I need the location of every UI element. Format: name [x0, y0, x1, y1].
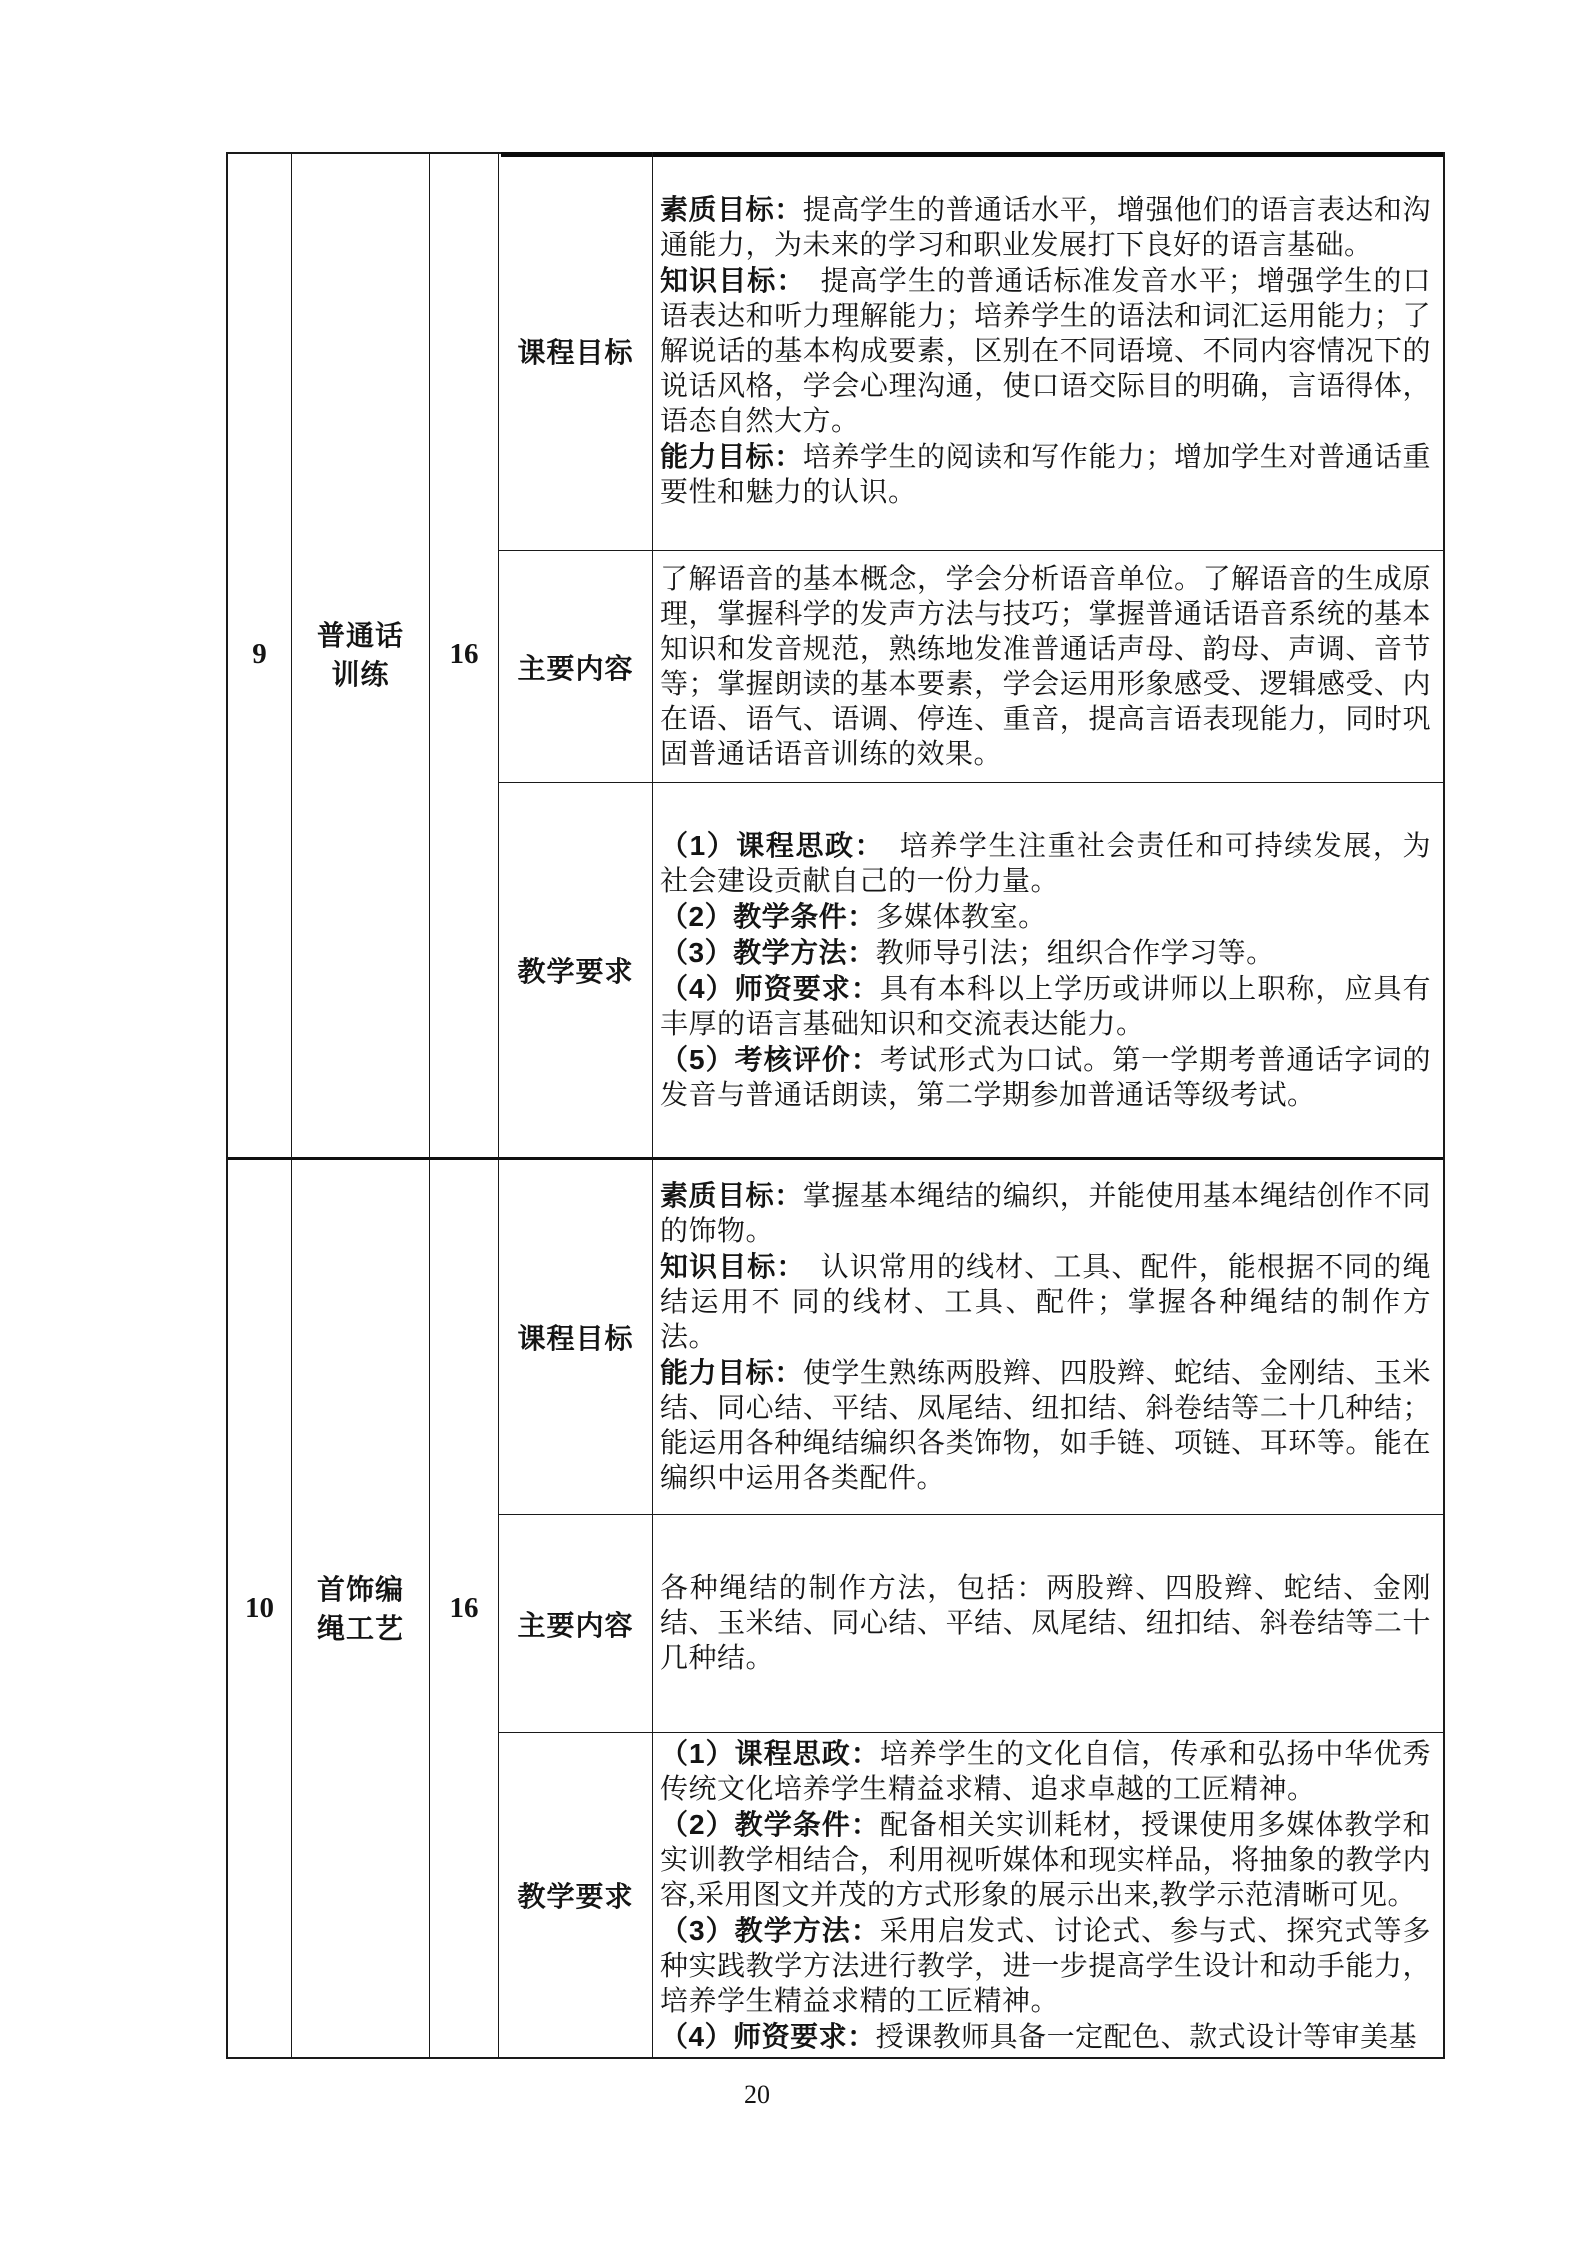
course-hours: 16 [430, 1160, 499, 2057]
content-paragraph: 各种绳结的制作方法，包括：两股辫、四股辫、蛇结、金刚结、玉米结、同心结、平结、凤尾结、纽扣结、斜卷结等二十几种结。 [660, 1573, 1431, 1674]
content-paragraph: （4）师资要求：具有本科以上学历或讲师以上职称，应具有丰厚的语言基础知识和交流表达能力。 [660, 972, 1431, 1040]
course-table-grid [228, 152, 1443, 2057]
section-label-3: 教学要求 [499, 1733, 653, 2057]
section-label-2: 主要内容 [499, 551, 653, 783]
course-name-line: 普通话 [316, 619, 404, 651]
section-content-3 [653, 783, 1443, 1160]
paragraph-heading: （2）教学条件： [660, 900, 876, 932]
course-no: 9 [228, 152, 292, 1160]
paragraph-heading: （3）教学方法： [660, 1914, 880, 1946]
section-label-1: 课程目标 [499, 152, 653, 551]
content-paragraph: 了解语音的基本概念，学会分析语音单位。了解语音的生成原理，掌握科学的发声方法与技巧；掌握普通话语音系统的基本知识和发音规范，熟练地发准普通话声母、韵母、声调、音节等；掌握朗读的基本要素，学会运用形象感受、逻辑感受、内在语、语气、语调、停连、重音，提高言语表现能力，同时巩固普通话语音训练的效果。 [660, 563, 1431, 770]
paragraph-heading: （5）考核评价： [660, 1043, 880, 1075]
content-paragraph: （3）教学方法：采用启发式、讨论式、参与式、探究式等多种实践教学方法进行教学，进一步提高学生设计和动手能力，培养学生精益求精的工匠精神。 [660, 1914, 1431, 2017]
paragraph-heading: （2）教学条件： [660, 1808, 880, 1840]
course-no: 10 [228, 1160, 292, 2057]
paragraph-heading: 素质目标： [660, 1180, 803, 1211]
paragraph-heading: （4）师资要求： [660, 972, 880, 1004]
course-name [292, 1160, 430, 2057]
paragraph-heading: （1）课程思政： [660, 1737, 880, 1769]
course-table [226, 152, 1445, 2059]
course-name-text [317, 616, 404, 694]
content-paragraph: （4）师资要求：授课教师具备一定配色、款式设计等审美基 [660, 2020, 1418, 2053]
content-paragraph: （1）课程思政： 培养学生注重社会责任和可持续发展，为社会建设贡献自己的一份力量。 [660, 829, 1431, 897]
paragraph-heading: （4）师资要求： [660, 2020, 876, 2052]
course-name-text [317, 1570, 404, 1648]
content-paragraph: （2）教学条件：配备相关实训耗材，授课使用多媒体教学和实训教学相结合，利用视听媒体和现实样品，将抽象的教学内容,采用图文并茂的方式形象的展示出来,教学示范清晰可见。 [660, 1808, 1431, 1911]
section-content-2 [653, 551, 1443, 783]
page-number: 20 [744, 2080, 770, 2109]
content-paragraph: 知识目标： 认识常用的线材、工具、配件，能根据不同的绳结运用不 同的线材、工具、配件；掌握各种绳结的制作方法。 [660, 1251, 1431, 1353]
section-label-3: 教学要求 [499, 783, 653, 1160]
paragraph-heading: 知识目标： [660, 1251, 792, 1282]
section-label-1: 课程目标 [499, 1160, 653, 1515]
content-paragraph: 能力目标：使学生熟练两股辫、四股辫、蛇结、金刚结、玉米结、同心结、平结、凤尾结、纽扣结、斜卷结等二十几种结；能运用各种绳结编织各类饰物，如手链、项链、耳环等。能在编织中运用各类配件。 [660, 1357, 1431, 1494]
paragraph-heading: 素质目标： [660, 194, 803, 225]
content-paragraph: 素质目标：掌握基本绳结的编织，并能使用基本绳结创作不同的饰物。 [660, 1180, 1431, 1247]
course-name-line: 训练 [331, 658, 390, 690]
course-name-line: 绳工艺 [316, 1612, 404, 1644]
content-paragraph: 能力目标：培养学生的阅读和写作能力；增加学生对普通话重要性和魅力的认识。 [660, 441, 1431, 508]
paragraph-heading: 能力目标： [660, 1357, 803, 1388]
paragraph-heading: （1）课程思政： [660, 829, 871, 861]
paragraph-heading: 知识目标： [660, 265, 792, 296]
course-name-line: 首饰编 [316, 1573, 404, 1605]
paragraph-heading: 能力目标： [660, 441, 803, 472]
section-content-2 [653, 1515, 1443, 1733]
section-label-2: 主要内容 [499, 1515, 653, 1733]
content-paragraph: 素质目标：提高学生的普通话水平，增强他们的语言表达和沟通能力，为未来的学习和职业发展打下良好的语言基础。 [660, 194, 1431, 261]
paragraph-heading: （3）教学方法： [660, 936, 876, 968]
content-paragraph: （1）课程思政：培养学生的文化自信，传承和弘扬中华优秀传统文化培养学生精益求精、追求卓越的工匠精神。 [660, 1737, 1431, 1805]
content-paragraph: （2）教学条件：多媒体教室。 [660, 900, 1047, 933]
section-content-3 [653, 1733, 1443, 2057]
content-paragraph: （5）考核评价：考试形式为口试。第一学期考普通话字词的发音与普通话朗读，第二学期参加普通话等级考试。 [660, 1043, 1431, 1111]
course-hours: 16 [430, 152, 499, 1160]
content-paragraph: （3）教学方法：教师导引法；组织合作学习等。 [660, 936, 1275, 969]
content-paragraph: 知识目标： 提高学生的普通话标准发音水平；增强学生的口语表达和听力理解能力；培养学生的语法和词汇运用能力；了解说话的基本构成要素，区别在不同语境、不同内容情况下的说话风格，学会心理沟通，使口语交际目的明确，言语得体，语态自然大方。 [660, 265, 1431, 437]
course-name [292, 152, 430, 1160]
section-content-1 [653, 1160, 1443, 1515]
section-content-1 [653, 152, 1443, 551]
